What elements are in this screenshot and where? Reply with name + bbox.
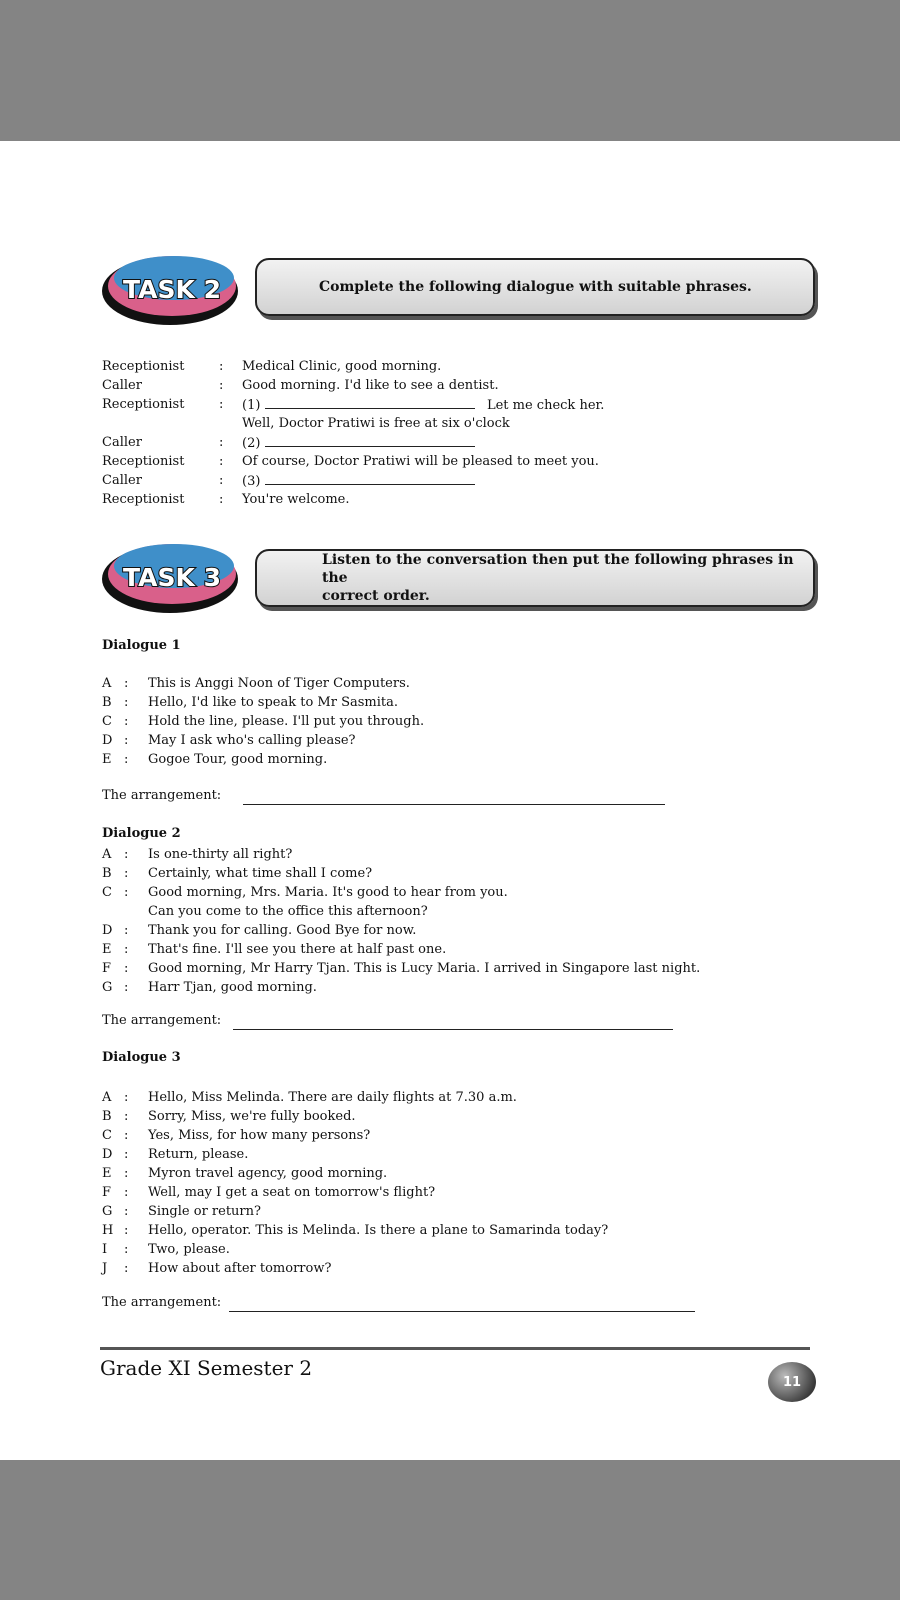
- item-text: Hello, Miss Melinda. There are daily flights at 7.30 a.m.: [148, 1090, 517, 1105]
- item-text: Single or return?: [148, 1204, 261, 1219]
- colon: :: [219, 492, 224, 507]
- task-3-instruction-line2: correct order.: [322, 588, 430, 604]
- arrangement-label-3: The arrangement:: [102, 1295, 222, 1310]
- answer-blank-3[interactable]: [265, 471, 475, 485]
- dialogue-text: You're welcome.: [242, 492, 350, 507]
- task-3-instruction: [255, 549, 815, 607]
- item-letter: F: [102, 961, 112, 976]
- item-letter: D: [102, 1147, 113, 1162]
- item-text: Myron travel agency, good morning.: [148, 1166, 388, 1181]
- item-letter: B: [102, 866, 112, 881]
- colon: :: [124, 1223, 129, 1238]
- footer-grade-label: Grade XI Semester 2: [100, 1356, 313, 1380]
- item-letter: C: [102, 1128, 112, 1143]
- item-letter: A: [102, 847, 112, 862]
- speaker: Caller: [102, 378, 142, 393]
- colon: :: [124, 1242, 129, 1257]
- bottom-gray-bar: [0, 1460, 900, 1600]
- item-letter: B: [102, 695, 112, 710]
- dialogue-text: Well, Doctor Pratiwi is free at six o'clock: [242, 416, 510, 431]
- speaker: Receptionist: [102, 359, 185, 374]
- dialogue-text: [242, 395, 604, 415]
- dialogue-text: [242, 433, 475, 453]
- item-text: Gogoe Tour, good morning.: [148, 752, 328, 767]
- colon: :: [124, 980, 129, 995]
- arrangement-line-2[interactable]: [233, 1029, 673, 1030]
- colon: :: [219, 397, 224, 412]
- item-text: Good morning, Mrs. Maria. It's good to hear from you.: [148, 885, 508, 900]
- answer-blank-1[interactable]: [265, 395, 475, 409]
- task-3-badge-text: TASK 3: [123, 563, 221, 592]
- blank-number: (1): [242, 398, 261, 413]
- colon: :: [219, 435, 224, 450]
- colon: :: [124, 866, 129, 881]
- item-letter: J: [102, 1261, 108, 1276]
- colon: :: [124, 847, 129, 862]
- item-text: That's fine. I'll see you there at half past one.: [148, 942, 447, 957]
- colon: :: [124, 752, 129, 767]
- item-text: Hold the line, please. I'll put you through.: [148, 714, 425, 729]
- task-2-badge-text: TASK 2: [123, 275, 221, 304]
- colon: :: [124, 676, 129, 691]
- colon: :: [124, 1090, 129, 1105]
- item-text: Certainly, what time shall I come?: [148, 866, 373, 881]
- item-text: Good morning, Mr Harry Tjan. This is Lucy Maria. I arrived in Singapore last night.: [148, 961, 701, 976]
- item-letter: F: [102, 1185, 112, 1200]
- speaker: Caller: [102, 473, 142, 488]
- item-letter: E: [102, 1166, 112, 1181]
- colon: :: [219, 473, 224, 488]
- item-letter: B: [102, 1109, 112, 1124]
- item-text: How about after tomorrow?: [148, 1261, 332, 1276]
- dialogue-2-title: Dialogue 2: [102, 826, 181, 841]
- answer-blank-2[interactable]: [265, 433, 475, 447]
- item-letter: E: [102, 942, 112, 957]
- task-2-badge: [100, 252, 240, 326]
- task-2-instruction: [255, 258, 815, 316]
- item-text: May I ask who's calling please?: [148, 733, 356, 748]
- item-text: Yes, Miss, for how many persons?: [148, 1128, 371, 1143]
- dialogue-text: Good morning. I'd like to see a dentist.: [242, 378, 499, 393]
- dialogue-text: Of course, Doctor Pratiwi will be pleased to meet you.: [242, 454, 599, 469]
- task-2-instruction-text: Complete the following dialogue with suitable phrases.: [319, 279, 752, 295]
- footer-rule: [100, 1347, 810, 1350]
- speaker: Receptionist: [102, 454, 185, 469]
- item-letter: C: [102, 885, 112, 900]
- colon: :: [124, 942, 129, 957]
- task-3-instruction-line1: Listen to the conversation then put the following phrases in the: [322, 552, 794, 586]
- item-letter: I: [102, 1242, 108, 1257]
- blank-number: (3): [242, 474, 261, 489]
- colon: :: [124, 1147, 129, 1162]
- item-letter: C: [102, 714, 112, 729]
- item-letter: G: [102, 980, 113, 995]
- page-number: 11: [782, 1374, 802, 1390]
- item-text: Return, please.: [148, 1147, 249, 1162]
- colon: :: [124, 733, 129, 748]
- item-text: This is Anggi Noon of Tiger Computers.: [148, 676, 410, 691]
- colon: :: [124, 923, 129, 938]
- speaker: Receptionist: [102, 492, 185, 507]
- item-text: Can you come to the office this afternoon?: [148, 904, 428, 919]
- item-letter: A: [102, 676, 112, 691]
- arrangement-label-2: The arrangement:: [102, 1013, 222, 1028]
- colon: :: [124, 1166, 129, 1181]
- item-letter: G: [102, 1204, 113, 1219]
- colon: :: [124, 1204, 129, 1219]
- dialogue-3-title: Dialogue 3: [102, 1050, 181, 1065]
- item-text: Is one-thirty all right?: [148, 847, 293, 862]
- item-text: Two, please.: [148, 1242, 230, 1257]
- item-text: Hello, operator. This is Melinda. Is there a plane to Samarinda today?: [148, 1223, 609, 1238]
- colon: :: [124, 1128, 129, 1143]
- dialogue-text-after: Let me check her.: [486, 398, 605, 413]
- item-text: Hello, I'd like to speak to Mr Sasmita.: [148, 695, 399, 710]
- dialogue-text: [242, 471, 475, 491]
- colon: :: [124, 885, 129, 900]
- item-text: Harr Tjan, good morning.: [148, 980, 317, 995]
- arrangement-label-1: The arrangement:: [102, 788, 222, 803]
- item-letter: A: [102, 1090, 112, 1105]
- item-text: Well, may I get a seat on tomorrow's flight?: [148, 1185, 436, 1200]
- speaker: Caller: [102, 435, 142, 450]
- colon: :: [219, 454, 224, 469]
- arrangement-line-1[interactable]: [243, 804, 665, 805]
- blank-number: (2): [242, 436, 261, 451]
- task-3-badge: [100, 540, 240, 614]
- colon: :: [124, 1109, 129, 1124]
- item-letter: D: [102, 923, 113, 938]
- colon: :: [219, 359, 224, 374]
- page-number-badge: [768, 1362, 816, 1402]
- colon: :: [124, 695, 129, 710]
- item-letter: E: [102, 752, 112, 767]
- colon: :: [124, 714, 129, 729]
- colon: :: [124, 1261, 129, 1276]
- colon: :: [124, 961, 129, 976]
- item-text: Sorry, Miss, we're fully booked.: [148, 1109, 356, 1124]
- top-gray-bar: [0, 0, 900, 141]
- arrangement-line-3[interactable]: [229, 1311, 695, 1312]
- colon: :: [219, 378, 224, 393]
- dialogue-text: Medical Clinic, good morning.: [242, 359, 442, 374]
- item-letter: D: [102, 733, 113, 748]
- speaker: Receptionist: [102, 397, 185, 412]
- item-letter: H: [102, 1223, 114, 1238]
- dialogue-1-title: Dialogue 1: [102, 638, 181, 653]
- item-text: Thank you for calling. Good Bye for now.: [148, 923, 417, 938]
- colon: :: [124, 1185, 129, 1200]
